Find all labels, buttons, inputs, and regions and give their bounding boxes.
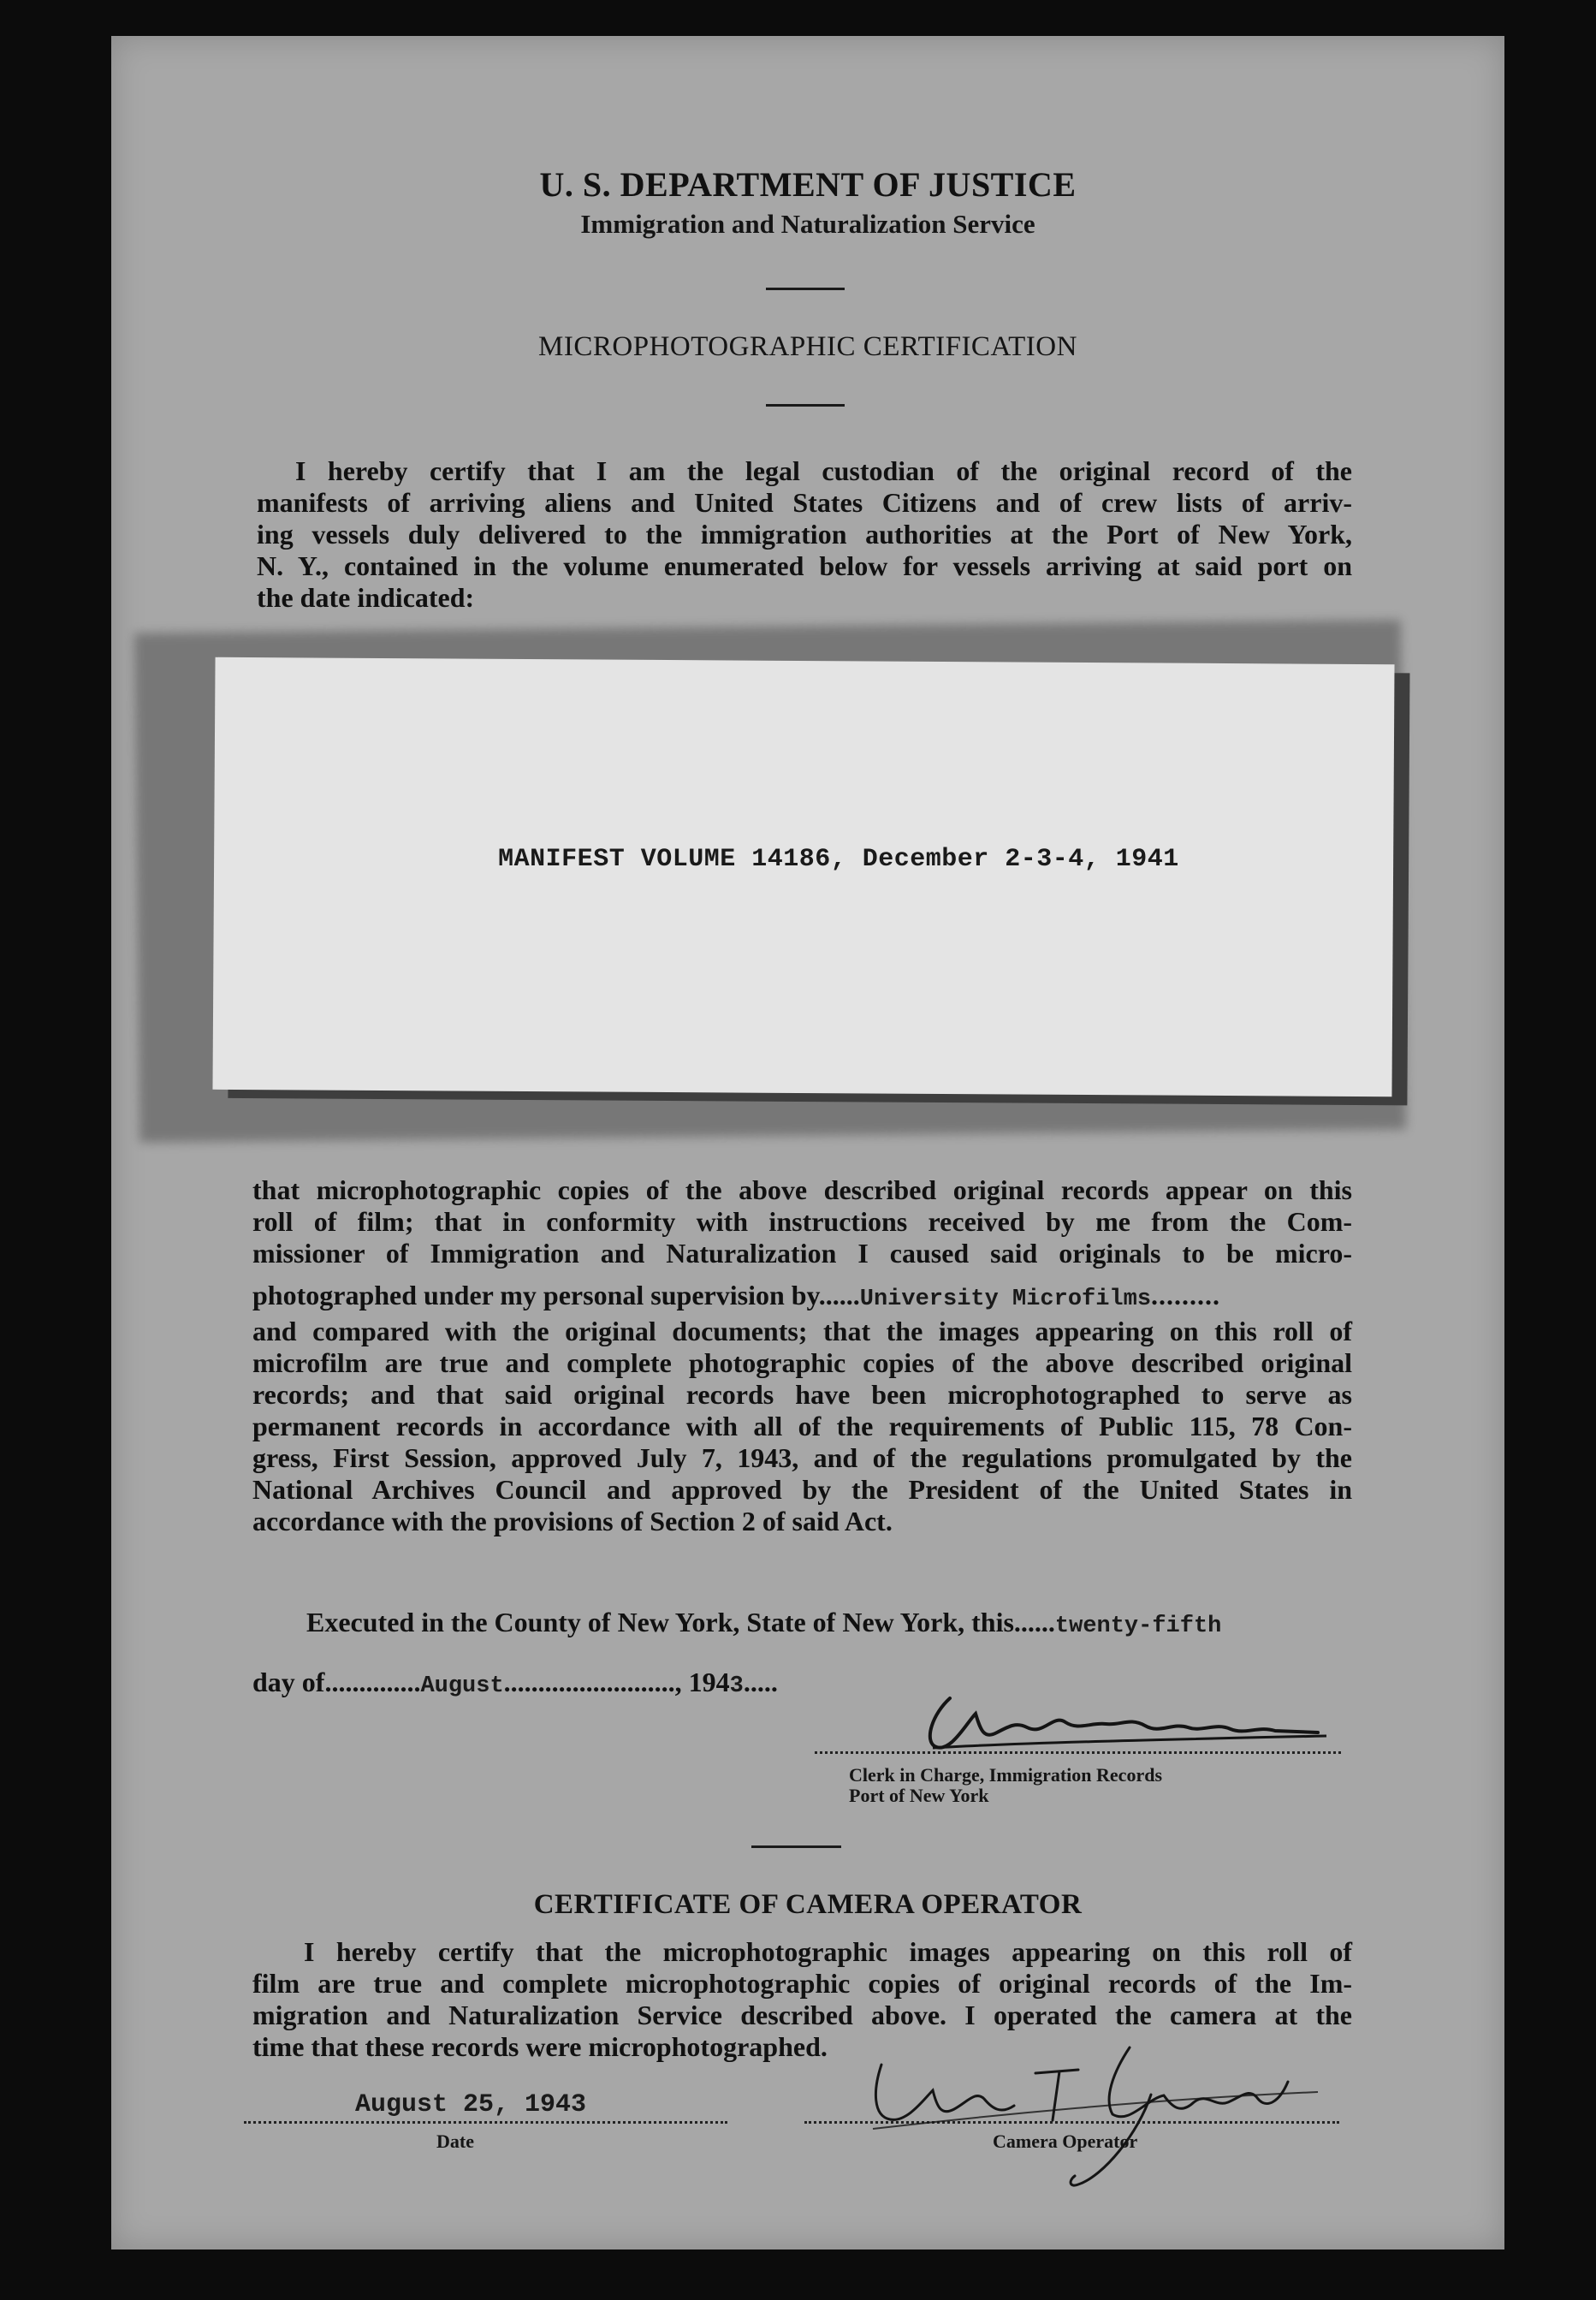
camera-date-line <box>244 2121 727 2124</box>
photographed-by-line <box>252 1280 1352 1316</box>
month-suffix: ........................., 194 <box>503 1667 730 1697</box>
clerk-caption-line2: Port of New York <box>849 1785 989 1806</box>
clerk-signature-image <box>916 1688 1344 1765</box>
day-of-line <box>252 1667 1023 1703</box>
intro-line: the date indicated: <box>257 582 475 613</box>
body-line: and compared with the original documents; that the images appearing on this roll of <box>252 1316 1352 1346</box>
divider-rule <box>766 404 845 407</box>
certification-title: MICROPHOTOGRAPHIC CERTIFICATION <box>538 331 1077 362</box>
clerk-caption-line1: Clerk in Charge, Immigration Records <box>849 1764 1163 1786</box>
executed-day-value: twenty-fifth <box>1054 1614 1222 1639</box>
photographed-by-value: University Microfilms <box>859 1287 1152 1312</box>
camera-date-label: Date <box>436 2131 474 2152</box>
camera-operator-signature-image <box>856 2013 1335 2202</box>
photographed-by-prefix: photographed under my personal supervision by...... <box>252 1280 860 1310</box>
manifest-card <box>212 657 1394 1097</box>
body-line: National Archives Council and approved by the President of the United States in <box>252 1474 1352 1505</box>
body-line: missioner of Immigration and Naturalization I caused said originals to be micro- <box>252 1238 1352 1269</box>
body-line: records; and that said original records have been microphotographed to serve as <box>252 1379 1352 1410</box>
intro-line: I hereby certify that I am the legal custodian of the original record of the <box>295 455 1352 486</box>
department-heading: U. S. DEPARTMENT OF JUSTICE <box>539 165 1077 204</box>
photographed-by-suffix: ......... <box>1151 1280 1221 1310</box>
camera-line: migration and Naturalization Service described above. I operated the camera at the <box>252 2000 1352 2030</box>
service-subheading: Immigration and Naturalization Service <box>580 209 1035 239</box>
clerk-caption <box>849 1765 1294 1806</box>
year-suffix: ..... <box>743 1667 778 1697</box>
certificate-page <box>111 36 1504 2249</box>
divider-rule <box>766 288 845 290</box>
intro-line: N. Y., contained in the volume enumerated below for vessels arriving at said port on <box>257 550 1352 581</box>
body-line: that microphotographic copies of the above described original records appear on this <box>252 1174 1352 1205</box>
camera-operator-label: Camera Operator <box>993 2131 1138 2152</box>
day-of-label: day of.............. <box>252 1667 421 1697</box>
intro-line: manifests of arriving aliens and United States Citizens and of crew lists of arriv- <box>257 487 1352 518</box>
intro-paragraph <box>257 455 1352 614</box>
camera-line: film are true and complete microphotographic copies of original records of the Im- <box>252 1968 1352 1999</box>
body-line: accordance with the provisions of Section 2 of said Act. <box>252 1506 893 1536</box>
divider-rule <box>751 1845 841 1848</box>
camera-certificate-title: CERTIFICATE OF CAMERA OPERATOR <box>533 1889 1083 1920</box>
camera-date-value: August 25, 1943 <box>355 2090 587 2119</box>
executed-line <box>306 1607 1385 1643</box>
body-line: roll of film; that in conformity with instructions received by me from the Com- <box>252 1206 1352 1237</box>
body-line: microfilm are true and complete photographic copies of the above described original <box>252 1347 1352 1378</box>
camera-line: time that these records were microphotographed. <box>252 2031 828 2062</box>
month-value: August <box>420 1673 504 1699</box>
body-line: gress, First Session, approved July 7, 1943, and of the regulations promulgated by the <box>252 1442 1352 1473</box>
intro-line: ing vessels duly delivered to the immigration authorities at the Port of New York, <box>257 519 1352 550</box>
camera-line: I hereby certify that the microphotographic images appearing on this roll of <box>304 1936 1352 1967</box>
executed-text: Executed in the County of New York, State of New York, this...... <box>306 1607 1055 1637</box>
body-paragraph <box>252 1174 1352 1537</box>
year-digit: 3 <box>729 1673 744 1699</box>
manifest-volume-text: MANIFEST VOLUME 14186, December 2-3-4, 1941 <box>498 845 1179 874</box>
body-line: permanent records in accordance with all of the requirements of Public 115, 78 Con- <box>252 1411 1352 1441</box>
